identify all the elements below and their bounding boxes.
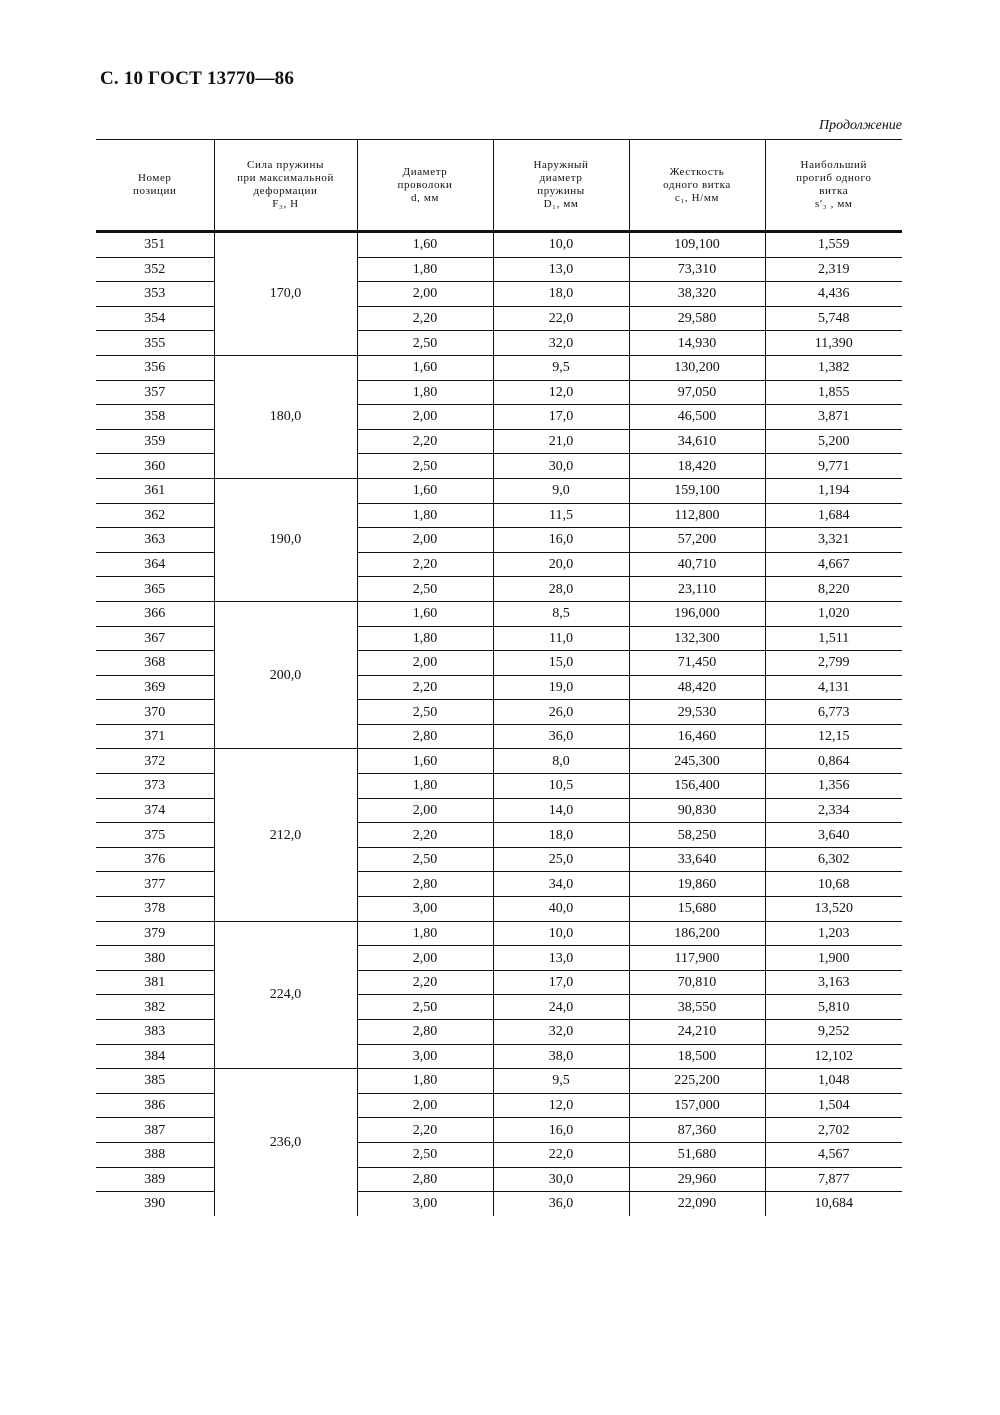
position-number: 385 xyxy=(96,1069,214,1094)
position-number: 359 xyxy=(96,429,214,454)
header-line: Диаметр xyxy=(402,165,448,178)
position-number: 370 xyxy=(96,700,214,725)
coil-deflection: 5,810 xyxy=(765,995,902,1020)
position-number: 378 xyxy=(96,897,214,922)
wire-diameter: 2,50 xyxy=(357,847,493,872)
coil-deflection: 5,748 xyxy=(765,306,902,331)
position-number: 375 xyxy=(96,823,214,848)
position-number: 381 xyxy=(96,970,214,995)
table-body xyxy=(96,232,902,1216)
coil-stiffness: 48,420 xyxy=(629,675,765,700)
coil-stiffness: 23,110 xyxy=(629,577,765,602)
coil-deflection: 10,68 xyxy=(765,872,902,897)
coil-stiffness: 109,100 xyxy=(629,232,765,258)
wire-diameter: 2,20 xyxy=(357,823,493,848)
coil-stiffness: 34,610 xyxy=(629,429,765,454)
header-line: витка xyxy=(819,185,849,197)
header-line: позиции xyxy=(133,185,177,197)
outer-diameter: 36,0 xyxy=(493,724,629,749)
coil-stiffness: 245,300 xyxy=(629,749,765,774)
coil-deflection: 10,684 xyxy=(765,1192,902,1216)
outer-diameter: 10,0 xyxy=(493,921,629,946)
wire-diameter: 2,00 xyxy=(357,798,493,823)
coil-stiffness: 14,930 xyxy=(629,331,765,356)
position-number: 379 xyxy=(96,921,214,946)
position-number: 380 xyxy=(96,946,214,971)
wire-diameter: 1,60 xyxy=(357,478,493,503)
coil-deflection: 7,877 xyxy=(765,1167,902,1192)
position-number: 383 xyxy=(96,1020,214,1045)
coil-stiffness: 70,810 xyxy=(629,970,765,995)
outer-diameter: 11,5 xyxy=(493,503,629,528)
position-number: 388 xyxy=(96,1142,214,1167)
position-number: 358 xyxy=(96,405,214,430)
table-row xyxy=(96,478,902,503)
wire-diameter: 2,20 xyxy=(357,306,493,331)
coil-deflection: 1,020 xyxy=(765,601,902,626)
coil-deflection: 1,356 xyxy=(765,774,902,799)
continuation-label: Продолжение xyxy=(819,118,902,133)
position-number: 365 xyxy=(96,577,214,602)
outer-diameter: 15,0 xyxy=(493,651,629,676)
wire-diameter: 2,00 xyxy=(357,282,493,307)
outer-diameter: 11,0 xyxy=(493,626,629,651)
wire-diameter: 2,80 xyxy=(357,724,493,749)
outer-diameter: 8,5 xyxy=(493,601,629,626)
coil-deflection: 0,864 xyxy=(765,749,902,774)
spring-force-cell: 236,0 xyxy=(214,1069,357,1216)
table-row xyxy=(96,232,902,258)
position-number: 364 xyxy=(96,552,214,577)
coil-stiffness: 156,400 xyxy=(629,774,765,799)
coil-deflection: 1,684 xyxy=(765,503,902,528)
header-line: D₁, мм xyxy=(543,198,579,210)
position-number: 389 xyxy=(96,1167,214,1192)
outer-diameter: 18,0 xyxy=(493,823,629,848)
header-line: при максимальной xyxy=(237,172,334,184)
coil-deflection: 3,871 xyxy=(765,405,902,430)
coil-stiffness: 38,550 xyxy=(629,995,765,1020)
position-number: 376 xyxy=(96,847,214,872)
wire-diameter: 2,80 xyxy=(357,1020,493,1045)
coil-stiffness: 57,200 xyxy=(629,528,765,553)
coil-stiffness: 38,320 xyxy=(629,282,765,307)
page-title: С. 10 ГОСТ 13770—86 xyxy=(100,68,295,89)
outer-diameter: 9,5 xyxy=(493,355,629,380)
coil-deflection: 1,382 xyxy=(765,355,902,380)
outer-diameter: 30,0 xyxy=(493,1167,629,1192)
wire-diameter: 2,00 xyxy=(357,651,493,676)
wire-diameter: 1,60 xyxy=(357,355,493,380)
coil-stiffness: 132,300 xyxy=(629,626,765,651)
column-header-deflection xyxy=(765,140,902,232)
column-header-force xyxy=(214,140,357,232)
coil-deflection: 4,667 xyxy=(765,552,902,577)
coil-deflection: 1,855 xyxy=(765,380,902,405)
coil-deflection: 1,559 xyxy=(765,232,902,258)
header-line: Наибольший xyxy=(800,159,867,171)
outer-diameter: 22,0 xyxy=(493,1142,629,1167)
coil-stiffness: 87,360 xyxy=(629,1118,765,1143)
coil-stiffness: 157,000 xyxy=(629,1093,765,1118)
position-number: 355 xyxy=(96,331,214,356)
coil-stiffness: 112,800 xyxy=(629,503,765,528)
coil-deflection: 12,15 xyxy=(765,724,902,749)
spring-force-cell: 224,0 xyxy=(214,921,357,1069)
coil-stiffness: 225,200 xyxy=(629,1069,765,1094)
wire-diameter: 2,20 xyxy=(357,552,493,577)
table-row xyxy=(96,355,902,380)
coil-stiffness: 73,310 xyxy=(629,257,765,282)
wire-diameter: 1,80 xyxy=(357,380,493,405)
outer-diameter: 32,0 xyxy=(493,1020,629,1045)
wire-diameter: 1,80 xyxy=(357,257,493,282)
outer-diameter: 16,0 xyxy=(493,528,629,553)
wire-diameter: 1,60 xyxy=(357,749,493,774)
coil-deflection: 6,773 xyxy=(765,700,902,725)
header-line: Сила пружины xyxy=(247,159,324,171)
wire-diameter: 1,80 xyxy=(357,503,493,528)
outer-diameter: 13,0 xyxy=(493,257,629,282)
outer-diameter: 20,0 xyxy=(493,552,629,577)
coil-stiffness: 196,000 xyxy=(629,601,765,626)
coil-deflection: 11,390 xyxy=(765,331,902,356)
position-number: 363 xyxy=(96,528,214,553)
position-number: 369 xyxy=(96,675,214,700)
coil-stiffness: 29,960 xyxy=(629,1167,765,1192)
coil-stiffness: 97,050 xyxy=(629,380,765,405)
column-header-wire-diameter xyxy=(357,140,493,232)
position-number: 374 xyxy=(96,798,214,823)
position-number: 351 xyxy=(96,232,214,258)
column-header-stiffness xyxy=(629,140,765,232)
coil-deflection: 4,131 xyxy=(765,675,902,700)
table-row xyxy=(96,1069,902,1094)
outer-diameter: 9,5 xyxy=(493,1069,629,1094)
coil-stiffness: 18,500 xyxy=(629,1044,765,1069)
outer-diameter: 26,0 xyxy=(493,700,629,725)
header-line: прогиб одного xyxy=(796,172,872,184)
position-number: 367 xyxy=(96,626,214,651)
header-line: F₃, Н xyxy=(272,198,299,210)
coil-deflection: 3,321 xyxy=(765,528,902,553)
wire-diameter: 2,20 xyxy=(357,675,493,700)
header-line: d, мм xyxy=(411,191,439,204)
outer-diameter: 19,0 xyxy=(493,675,629,700)
coil-deflection: 2,319 xyxy=(765,257,902,282)
position-number: 377 xyxy=(96,872,214,897)
position-number: 387 xyxy=(96,1118,214,1143)
outer-diameter: 22,0 xyxy=(493,306,629,331)
wire-diameter: 2,00 xyxy=(357,1093,493,1118)
spring-force-cell: 212,0 xyxy=(214,749,357,921)
position-number: 366 xyxy=(96,601,214,626)
coil-deflection: 1,048 xyxy=(765,1069,902,1094)
header-line: диаметр xyxy=(539,172,583,184)
outer-diameter: 12,0 xyxy=(493,1093,629,1118)
position-number: 368 xyxy=(96,651,214,676)
coil-deflection: 1,900 xyxy=(765,946,902,971)
coil-deflection: 2,702 xyxy=(765,1118,902,1143)
coil-deflection: 1,511 xyxy=(765,626,902,651)
outer-diameter: 8,0 xyxy=(493,749,629,774)
position-number: 362 xyxy=(96,503,214,528)
outer-diameter: 36,0 xyxy=(493,1192,629,1216)
wire-diameter: 3,00 xyxy=(357,1044,493,1069)
outer-diameter: 18,0 xyxy=(493,282,629,307)
position-number: 361 xyxy=(96,478,214,503)
coil-stiffness: 18,420 xyxy=(629,454,765,479)
outer-diameter: 12,0 xyxy=(493,380,629,405)
wire-diameter: 2,50 xyxy=(357,1142,493,1167)
position-number: 354 xyxy=(96,306,214,331)
header-line: Жесткость xyxy=(669,165,725,178)
position-number: 356 xyxy=(96,355,214,380)
position-number: 360 xyxy=(96,454,214,479)
outer-diameter: 32,0 xyxy=(493,331,629,356)
coil-deflection: 5,200 xyxy=(765,429,902,454)
outer-diameter: 17,0 xyxy=(493,970,629,995)
coil-deflection: 2,334 xyxy=(765,798,902,823)
wire-diameter: 2,50 xyxy=(357,577,493,602)
outer-diameter: 34,0 xyxy=(493,872,629,897)
table-row xyxy=(96,749,902,774)
position-number: 382 xyxy=(96,995,214,1020)
outer-diameter: 21,0 xyxy=(493,429,629,454)
coil-deflection: 6,302 xyxy=(765,847,902,872)
coil-stiffness: 90,830 xyxy=(629,798,765,823)
spring-force-cell: 170,0 xyxy=(214,232,357,356)
outer-diameter: 17,0 xyxy=(493,405,629,430)
wire-diameter: 1,80 xyxy=(357,921,493,946)
table-row xyxy=(96,601,902,626)
column-header-position xyxy=(96,140,214,232)
wire-diameter: 2,50 xyxy=(357,995,493,1020)
outer-diameter: 9,0 xyxy=(493,478,629,503)
coil-deflection: 3,640 xyxy=(765,823,902,848)
spring-force-cell: 190,0 xyxy=(214,478,357,601)
spring-force-cell: 200,0 xyxy=(214,601,357,749)
header-line: проволоки xyxy=(397,178,453,191)
header-line: пружины xyxy=(537,185,585,197)
coil-deflection: 3,163 xyxy=(765,970,902,995)
coil-stiffness: 33,640 xyxy=(629,847,765,872)
header-line: Номер xyxy=(137,172,172,184)
coil-stiffness: 51,680 xyxy=(629,1142,765,1167)
coil-deflection: 1,203 xyxy=(765,921,902,946)
position-number: 373 xyxy=(96,774,214,799)
header-line: Наружный xyxy=(533,159,589,171)
outer-diameter: 14,0 xyxy=(493,798,629,823)
coil-stiffness: 117,900 xyxy=(629,946,765,971)
coil-stiffness: 29,530 xyxy=(629,700,765,725)
spring-force-cell: 180,0 xyxy=(214,355,357,478)
wire-diameter: 2,20 xyxy=(357,1118,493,1143)
table-header-row xyxy=(96,140,902,232)
wire-diameter: 2,20 xyxy=(357,970,493,995)
coil-stiffness: 46,500 xyxy=(629,405,765,430)
position-number: 371 xyxy=(96,724,214,749)
coil-stiffness: 58,250 xyxy=(629,823,765,848)
coil-stiffness: 16,460 xyxy=(629,724,765,749)
coil-deflection: 4,436 xyxy=(765,282,902,307)
header-line: s′₃ , мм xyxy=(815,198,853,210)
outer-diameter: 16,0 xyxy=(493,1118,629,1143)
coil-deflection: 1,504 xyxy=(765,1093,902,1118)
position-number: 390 xyxy=(144,1196,166,1212)
outer-diameter: 25,0 xyxy=(493,847,629,872)
coil-stiffness: 15,680 xyxy=(629,897,765,922)
coil-deflection: 8,220 xyxy=(765,577,902,602)
wire-diameter: 2,50 xyxy=(357,454,493,479)
position-number: 352 xyxy=(96,257,214,282)
position-number: 353 xyxy=(96,282,214,307)
table-row xyxy=(96,921,902,946)
wire-diameter: 2,50 xyxy=(357,700,493,725)
coil-stiffness: 71,450 xyxy=(629,651,765,676)
coil-stiffness: 29,580 xyxy=(629,306,765,331)
coil-stiffness: 40,710 xyxy=(629,552,765,577)
coil-stiffness: 159,100 xyxy=(629,478,765,503)
wire-diameter: 3,00 xyxy=(357,1192,493,1216)
coil-deflection: 13,520 xyxy=(765,897,902,922)
coil-stiffness: 186,200 xyxy=(629,921,765,946)
wire-diameter: 1,80 xyxy=(357,774,493,799)
wire-diameter: 2,80 xyxy=(357,1167,493,1192)
position-number: 372 xyxy=(96,749,214,774)
header-line: c₁, Н/мм xyxy=(675,191,719,204)
wire-diameter: 3,00 xyxy=(357,897,493,922)
outer-diameter: 13,0 xyxy=(493,946,629,971)
wire-diameter: 2,00 xyxy=(357,405,493,430)
coil-stiffness: 22,090 xyxy=(629,1192,765,1216)
position-number: 357 xyxy=(96,380,214,405)
outer-diameter: 40,0 xyxy=(493,897,629,922)
spring-spec-table xyxy=(96,139,902,1216)
coil-deflection: 12,102 xyxy=(765,1044,902,1069)
wire-diameter: 1,80 xyxy=(357,1069,493,1094)
outer-diameter: 10,5 xyxy=(493,774,629,799)
wire-diameter: 2,00 xyxy=(357,946,493,971)
outer-diameter: 10,0 xyxy=(493,232,629,258)
column-header-outer-diameter xyxy=(493,140,629,232)
coil-deflection: 9,252 xyxy=(765,1020,902,1045)
coil-deflection: 1,194 xyxy=(765,478,902,503)
coil-deflection: 2,799 xyxy=(765,651,902,676)
coil-stiffness: 19,860 xyxy=(629,872,765,897)
outer-diameter: 24,0 xyxy=(493,995,629,1020)
outer-diameter: 28,0 xyxy=(493,577,629,602)
wire-diameter: 1,60 xyxy=(357,601,493,626)
coil-deflection: 4,567 xyxy=(765,1142,902,1167)
wire-diameter: 1,80 xyxy=(357,626,493,651)
header-line: одного витка xyxy=(663,178,731,191)
outer-diameter: 38,0 xyxy=(493,1044,629,1069)
wire-diameter: 2,00 xyxy=(357,528,493,553)
wire-diameter: 2,50 xyxy=(357,331,493,356)
header-line: деформации xyxy=(253,185,318,197)
coil-deflection: 9,771 xyxy=(765,454,902,479)
coil-stiffness: 130,200 xyxy=(629,355,765,380)
coil-stiffness: 24,210 xyxy=(629,1020,765,1045)
wire-diameter: 2,80 xyxy=(357,872,493,897)
wire-diameter: 1,60 xyxy=(357,232,493,258)
wire-diameter: 2,20 xyxy=(357,429,493,454)
outer-diameter: 30,0 xyxy=(493,454,629,479)
position-number: 386 xyxy=(96,1093,214,1118)
position-number: 384 xyxy=(96,1044,214,1069)
